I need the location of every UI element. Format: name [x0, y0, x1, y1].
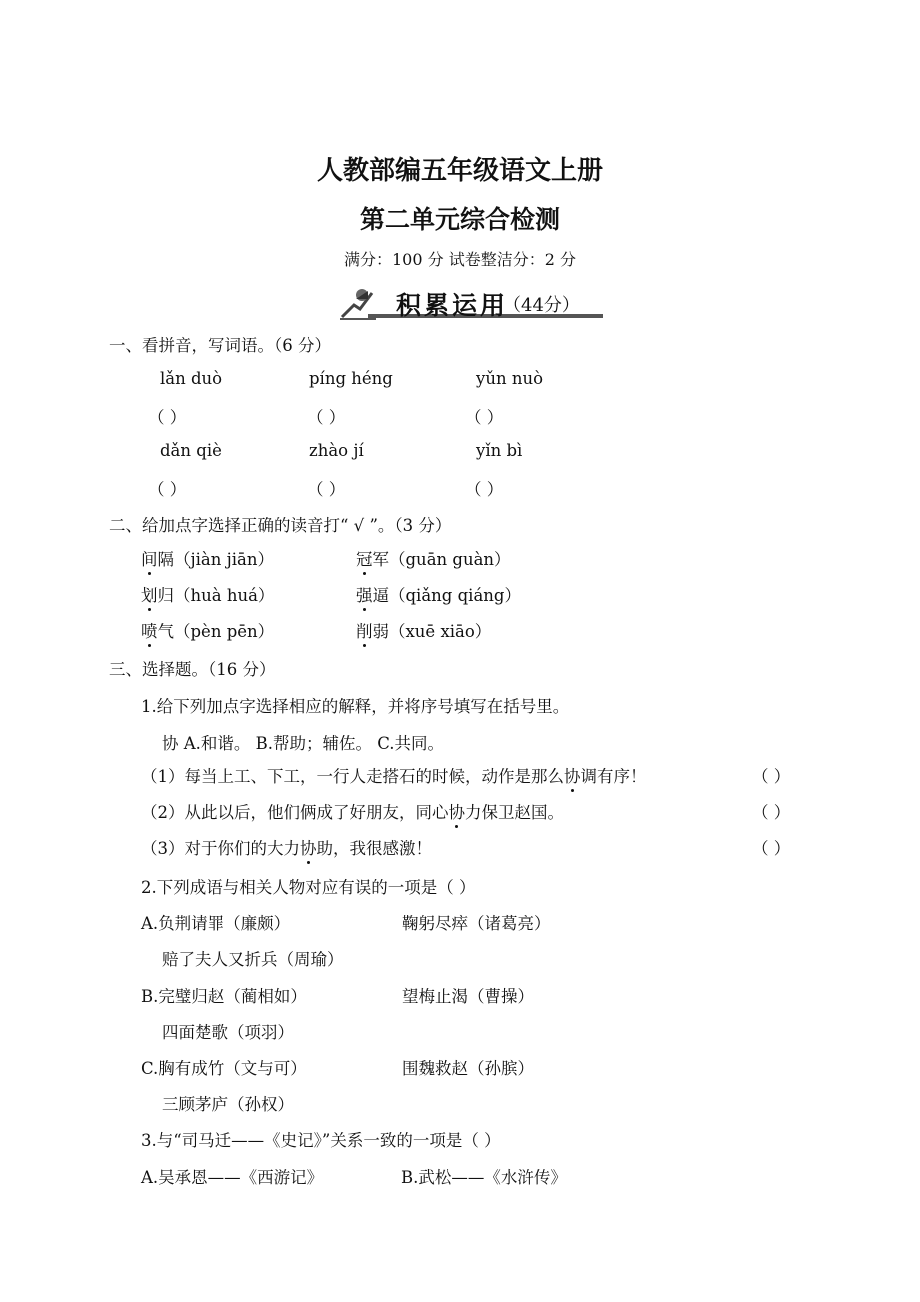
- answer-paren[interactable]: （ ）: [752, 803, 791, 822]
- section-banner: [338, 283, 608, 323]
- section1-heading: 一、看拼音，写词语。（6 分）: [109, 336, 331, 355]
- dotted-char: 协: [564, 763, 581, 787]
- dotted-char: 间: [141, 546, 158, 570]
- banner-label: 积累运用: [396, 291, 509, 320]
- dotted-char: 冠: [356, 546, 373, 570]
- q2-option-b[interactable]: B.完璧归赵（蔺相如）: [141, 987, 307, 1006]
- q2-option-b-3: 四面楚歌（项羽）: [162, 1023, 294, 1042]
- reading-item-text: 隔（jiàn jiān）: [157, 550, 274, 569]
- dotted-char: 削: [356, 618, 373, 642]
- answer-blank[interactable]: （ ）: [465, 480, 504, 499]
- q1-sub-3: [141, 835, 432, 859]
- reading-item-text: 气（pèn pēn）: [157, 622, 275, 641]
- reading-item[interactable]: [141, 618, 274, 642]
- score-info: 满分：100 分 试卷整洁分：2 分: [344, 250, 576, 269]
- answer-blank[interactable]: （ ）: [148, 480, 187, 499]
- sub-text: （2）从此以后，他们俩成了好朋友，同心: [141, 803, 449, 822]
- answer-blank[interactable]: （ ）: [307, 480, 346, 499]
- document-subtitle: 第二单元综合检测: [359, 205, 560, 234]
- sub-text: （3）对于你们的大力: [141, 839, 300, 858]
- sub-text: 助，我很感激！: [316, 839, 432, 858]
- document-title: 人教部编五年级语文上册: [316, 156, 603, 186]
- reading-item[interactable]: [356, 582, 521, 606]
- q3-option-b[interactable]: B.武松——《水浒传》: [401, 1168, 567, 1187]
- q1-options: 协 A.和谐。 B.帮助；辅佐。 C.共同。: [162, 734, 445, 753]
- pinyin-2: píng héng: [309, 369, 393, 388]
- answer-paren[interactable]: （ ）: [752, 839, 791, 858]
- answer-blank[interactable]: （ ）: [148, 408, 187, 427]
- section2-heading: 二、给加点字选择正确的读音打“ √ ”。（3 分）: [109, 516, 452, 535]
- reading-item-text: 军（guān guàn）: [372, 550, 511, 569]
- dotted-char: 划: [141, 582, 158, 606]
- dotted-char: 协: [449, 799, 466, 823]
- q2-option-a-2: 鞠躬尽瘁（诸葛亮）: [402, 914, 551, 933]
- answer-blank[interactable]: （ ）: [307, 408, 346, 427]
- q3-stem: 3.与“司马迁——《史记》”关系一致的一项是（ ）: [141, 1131, 501, 1150]
- banner-score: （44分）: [503, 295, 580, 316]
- q2-option-b-2: 望梅止渴（曹操）: [402, 987, 534, 1006]
- dotted-char: 喷: [141, 618, 158, 642]
- reading-item[interactable]: [141, 546, 274, 570]
- reading-item-text: 弱（xuē xiāo）: [372, 622, 492, 641]
- reading-item-text: 归（huà huá）: [157, 586, 275, 605]
- dotted-char: 强: [356, 582, 373, 606]
- reading-item[interactable]: [356, 618, 491, 642]
- answer-blank[interactable]: （ ）: [465, 408, 504, 427]
- dotted-char: 协: [300, 835, 317, 859]
- reading-item[interactable]: [141, 582, 274, 606]
- pinyin-3: yǔn nuò: [476, 369, 544, 388]
- q1-sub-1: [141, 763, 647, 787]
- q2-option-c[interactable]: C.胸有成竹（文与可）: [141, 1059, 307, 1078]
- sub-text: 调有序！: [580, 767, 647, 786]
- reading-item[interactable]: [356, 546, 511, 570]
- q2-option-c-2: 围魏救赵（孙膑）: [402, 1059, 534, 1078]
- q2-stem: 2.下列成语与相关人物对应有误的一项是（ ）: [141, 878, 476, 897]
- reading-item-text: 逼（qiǎng qiáng）: [372, 586, 521, 605]
- q2-option-c-3: 三顾茅庐（孙权）: [162, 1095, 294, 1114]
- sub-text: （1）每当上工、下工，一行人走搭石的时候，动作是那么: [141, 767, 564, 786]
- q1-stem: 1.给下列加点字选择相应的解释，并将序号填写在括号里。: [141, 697, 570, 716]
- q1-sub-2: [141, 799, 564, 823]
- pinyin-5: zhào jí: [309, 441, 364, 460]
- q2-option-a[interactable]: A.负荆请罪（廉颇）: [141, 914, 291, 933]
- section3-heading: 三、选择题。（16 分）: [109, 660, 276, 679]
- pinyin-1: lǎn duò: [160, 369, 223, 388]
- answer-paren[interactable]: （ ）: [752, 767, 791, 786]
- pinyin-6: yǐn bì: [476, 441, 523, 460]
- sub-text: 力保卫赵国。: [465, 803, 564, 822]
- q2-option-a-3: 赔了夫人又折兵（周瑜）: [162, 950, 344, 969]
- pinyin-4: dǎn qiè: [160, 441, 222, 460]
- q3-option-a[interactable]: A.吴承恩——《西游记》: [141, 1168, 324, 1187]
